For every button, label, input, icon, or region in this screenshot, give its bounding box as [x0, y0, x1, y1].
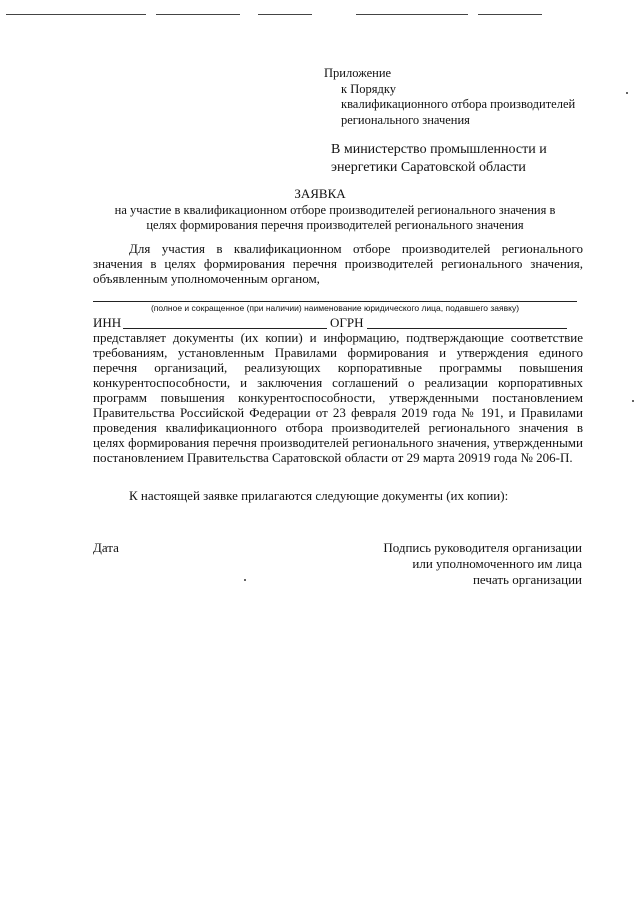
scan-speck: [632, 400, 634, 402]
attachments-paragraph: К настоящей заявке прилагаются следующие документы (их копии):: [129, 488, 509, 503]
inn-blank: [123, 328, 327, 329]
appendix-line: Приложение: [324, 66, 392, 80]
main-paragraph: представляет документы (их копии) и информацию, подтверждающие соответствие требованиям, установленным Правилами формирования и утверждения единого перечня организаций, реализующих корпоративные программы повышения конкурентоспособности, и заключения соглашений о реализации корпоративных программ повышения конкурентоспособности, утвержденными постановлением Правительства Российской Федерации от 23 февраля 2019 года № 191, и Правилами проведения квалификационного отбора производителей регионального значения в целях формирования перечня производителей регионального значения, утвержденными постановлением Правительства Саратовской области от 29 марта 20919 года № 206-П.: [93, 330, 583, 465]
subtitle-line: целях формирования перечня производителей регионального значения: [146, 217, 524, 232]
scan-artifact-line: [156, 14, 240, 15]
appendix-line: к Порядку: [341, 81, 396, 96]
appendix-header: [324, 66, 575, 128]
scan-artifact-line: [258, 14, 312, 15]
document-subtitle: [70, 203, 600, 232]
signature-block: [320, 540, 582, 588]
date-label: Дата: [93, 540, 119, 555]
scan-artifact-line: [6, 14, 146, 15]
scan-speck: [244, 579, 246, 581]
organization-name-blank: [93, 301, 577, 302]
scan-artifact-line: [478, 14, 542, 15]
signature-line: Подпись руководителя организации: [383, 540, 582, 555]
intro-paragraph: Для участия в квалификационном отборе производителей регионального значения в целях формирования перечня производителей регионального значения, объявленным уполномоченным органом,: [93, 241, 583, 286]
addressee-line: В министерство промышленности и: [331, 142, 547, 157]
inn-label: ИНН: [93, 315, 122, 330]
signature-line: печать организации: [472, 572, 582, 587]
scan-speck: [626, 92, 628, 94]
organization-name-caption: (полное и сокращенное (при наличии) наименование юридического лица, подавшего заявку): [150, 303, 520, 313]
addressee-line: энергетики Саратовской области: [331, 160, 526, 175]
ogrn-label: ОГРН: [330, 315, 364, 330]
ogrn-blank: [367, 328, 567, 329]
signature-line: или уполномоченного им лица: [412, 556, 582, 571]
appendix-line: регионального значения: [341, 112, 470, 127]
appendix-line: квалификационного отбора производителей: [341, 97, 576, 111]
addressee-block: [331, 141, 547, 177]
subtitle-line: на участие в квалификационном отборе производителей регионального значения в: [114, 203, 556, 217]
document-title: ЗАЯВКА: [294, 186, 346, 201]
scan-artifact-line: [356, 14, 468, 15]
